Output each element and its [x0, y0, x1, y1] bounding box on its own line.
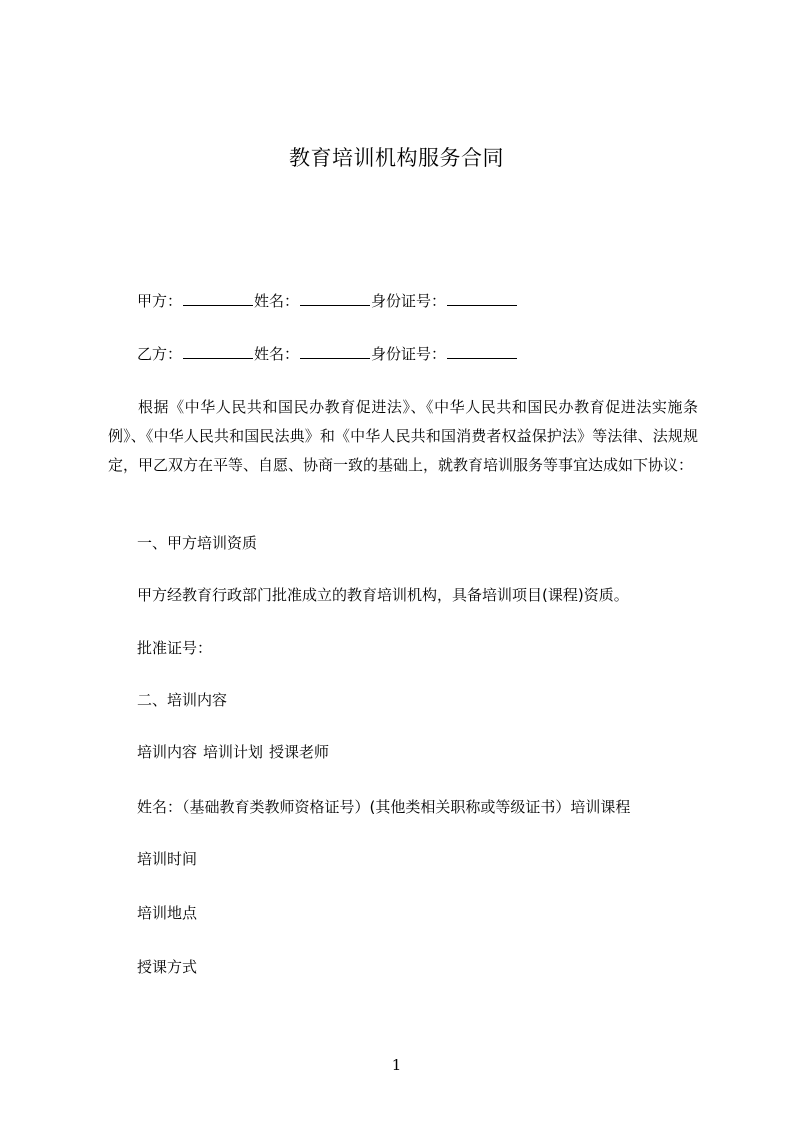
preamble-paragraph: 根据《中华人民共和国民办教育促进法》、《中华人民共和国民办教育促进法实施条例》、《中华人民共和国民法典》和《中华人民共和国消费者权益保护法》等法律、法规规定，甲乙双方在平等、自愿、协商一致的基础上，就教育培训服务等事宜达成如下协议： [108, 398, 698, 474]
training-content-label: 培训内容 [137, 743, 198, 761]
party-b-blank [183, 344, 253, 359]
party-a-label: 甲方： [137, 292, 183, 310]
party-b-id-label: 身份证号： [371, 345, 447, 363]
party-b-label: 乙方： [137, 345, 183, 363]
party-a-blank [183, 291, 253, 306]
party-b-name-label: 姓名： [254, 345, 300, 363]
page-number: 1 [391, 1056, 402, 1074]
teacher-detail-line: 姓名：（基础教育类教师资格证号）(其他类相关职称或等级证书）培训课程 [137, 798, 631, 816]
party-b-name-blank [300, 344, 370, 359]
training-location-label: 培训地点 [137, 904, 198, 922]
training-items-row [137, 742, 329, 762]
document-title: 教育培训机构服务合同 [289, 146, 504, 170]
training-plan-label: 培训计划 [203, 743, 264, 761]
party-b-id-blank [447, 344, 517, 359]
party-a-line [137, 291, 518, 311]
party-b-line [137, 344, 518, 364]
party-a-name-label: 姓名： [254, 292, 300, 310]
section1-text: 甲方经教育行政部门批准成立的教育培训机构，具备培训项目(课程)资质。 [137, 586, 629, 604]
party-a-name-blank [300, 291, 370, 306]
approval-number-label: 批准证号： [137, 639, 213, 657]
training-time-label: 培训时间 [137, 850, 198, 868]
party-a-id-label: 身份证号： [371, 292, 447, 310]
party-a-id-blank [447, 291, 517, 306]
section1-heading: 一、甲方培训资质 [137, 534, 258, 552]
teacher-label: 授课老师 [269, 743, 330, 761]
teaching-method-label: 授课方式 [137, 958, 198, 976]
section2-heading: 二、培训内容 [137, 691, 228, 709]
